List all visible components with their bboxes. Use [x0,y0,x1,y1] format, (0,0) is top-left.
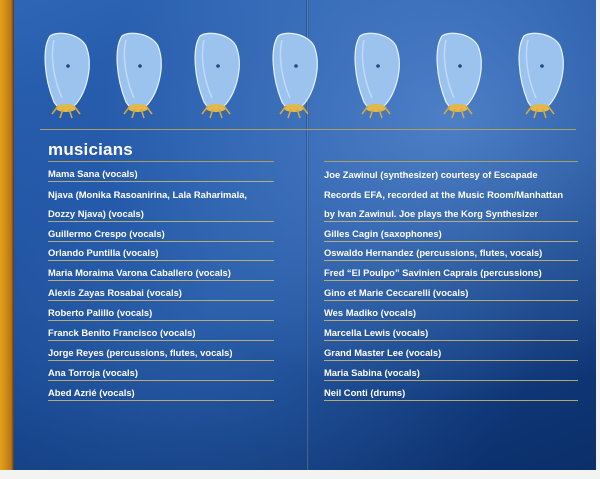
list-item: Roberto Palillo (vocals) [48,301,274,321]
page-edge-bottom [0,470,600,479]
butterfly-rule [40,129,576,130]
list-item: Franck Benito Francisco (vocals) [48,321,274,341]
list-item: Joe Zawinul (synthesizer) courtesy of Escapade [324,168,538,180]
butterfly-icon [36,28,98,126]
butterfly-icon [428,28,490,126]
butterfly-icon [108,28,170,126]
list-item: Mama Sana (vocals) [48,162,274,182]
list-item: Guillermo Crespo (vocals) [48,222,274,242]
list-item: Grand Master Lee (vocals) [324,341,578,361]
list-item: Oswaldo Hernandez (percussions, flutes, vocals) [324,242,578,262]
butterfly-icon [186,28,248,126]
list-item: Gilles Cagin (saxophones) [324,222,578,242]
butterfly-icon [264,28,326,126]
list-item: Dozzy Njava) (vocals) [48,202,274,222]
list-item: Njava (Monika Rasoanirina, Lala Raharimala, [48,188,248,200]
section-heading: musicians [48,140,133,159]
list-item: Wes Madiko (vocals) [324,301,578,321]
page-edge-right [596,0,600,479]
list-item: Alexis Zayas Rosabai (vocals) [48,281,274,301]
list-item: Abed Azrié (vocals) [48,381,274,401]
list-item: Ana Torroja (vocals) [48,361,274,381]
list-item: Jorge Reyes (percussions, flutes, vocals) [48,341,274,361]
butterfly-icon [510,28,572,126]
list-item: Orlando Puntilla (vocals) [48,242,274,262]
musicians-right-column [324,162,578,401]
list-item: Maria Moraima Varona Caballero (vocals) [48,261,274,281]
cover-edge [0,0,14,479]
list-item: Records EFA, recorded at the Music Room/Manhattan [324,188,564,200]
list-item: by Ivan Zawinul. Joe plays the Korg Synthesizer [324,202,578,222]
list-item: Marcella Lewis (vocals) [324,321,578,341]
list-item: Maria Sabina (vocals) [324,361,578,381]
musicians-left-column [48,162,274,401]
list-item: Fred “El Poulpo” Savinien Caprais (percussions) [324,261,578,281]
butterfly-icon [346,28,408,126]
list-item: Gino et Marie Ceccarelli (vocals) [324,281,578,301]
list-item: Neil Conti (drums) [324,381,578,401]
